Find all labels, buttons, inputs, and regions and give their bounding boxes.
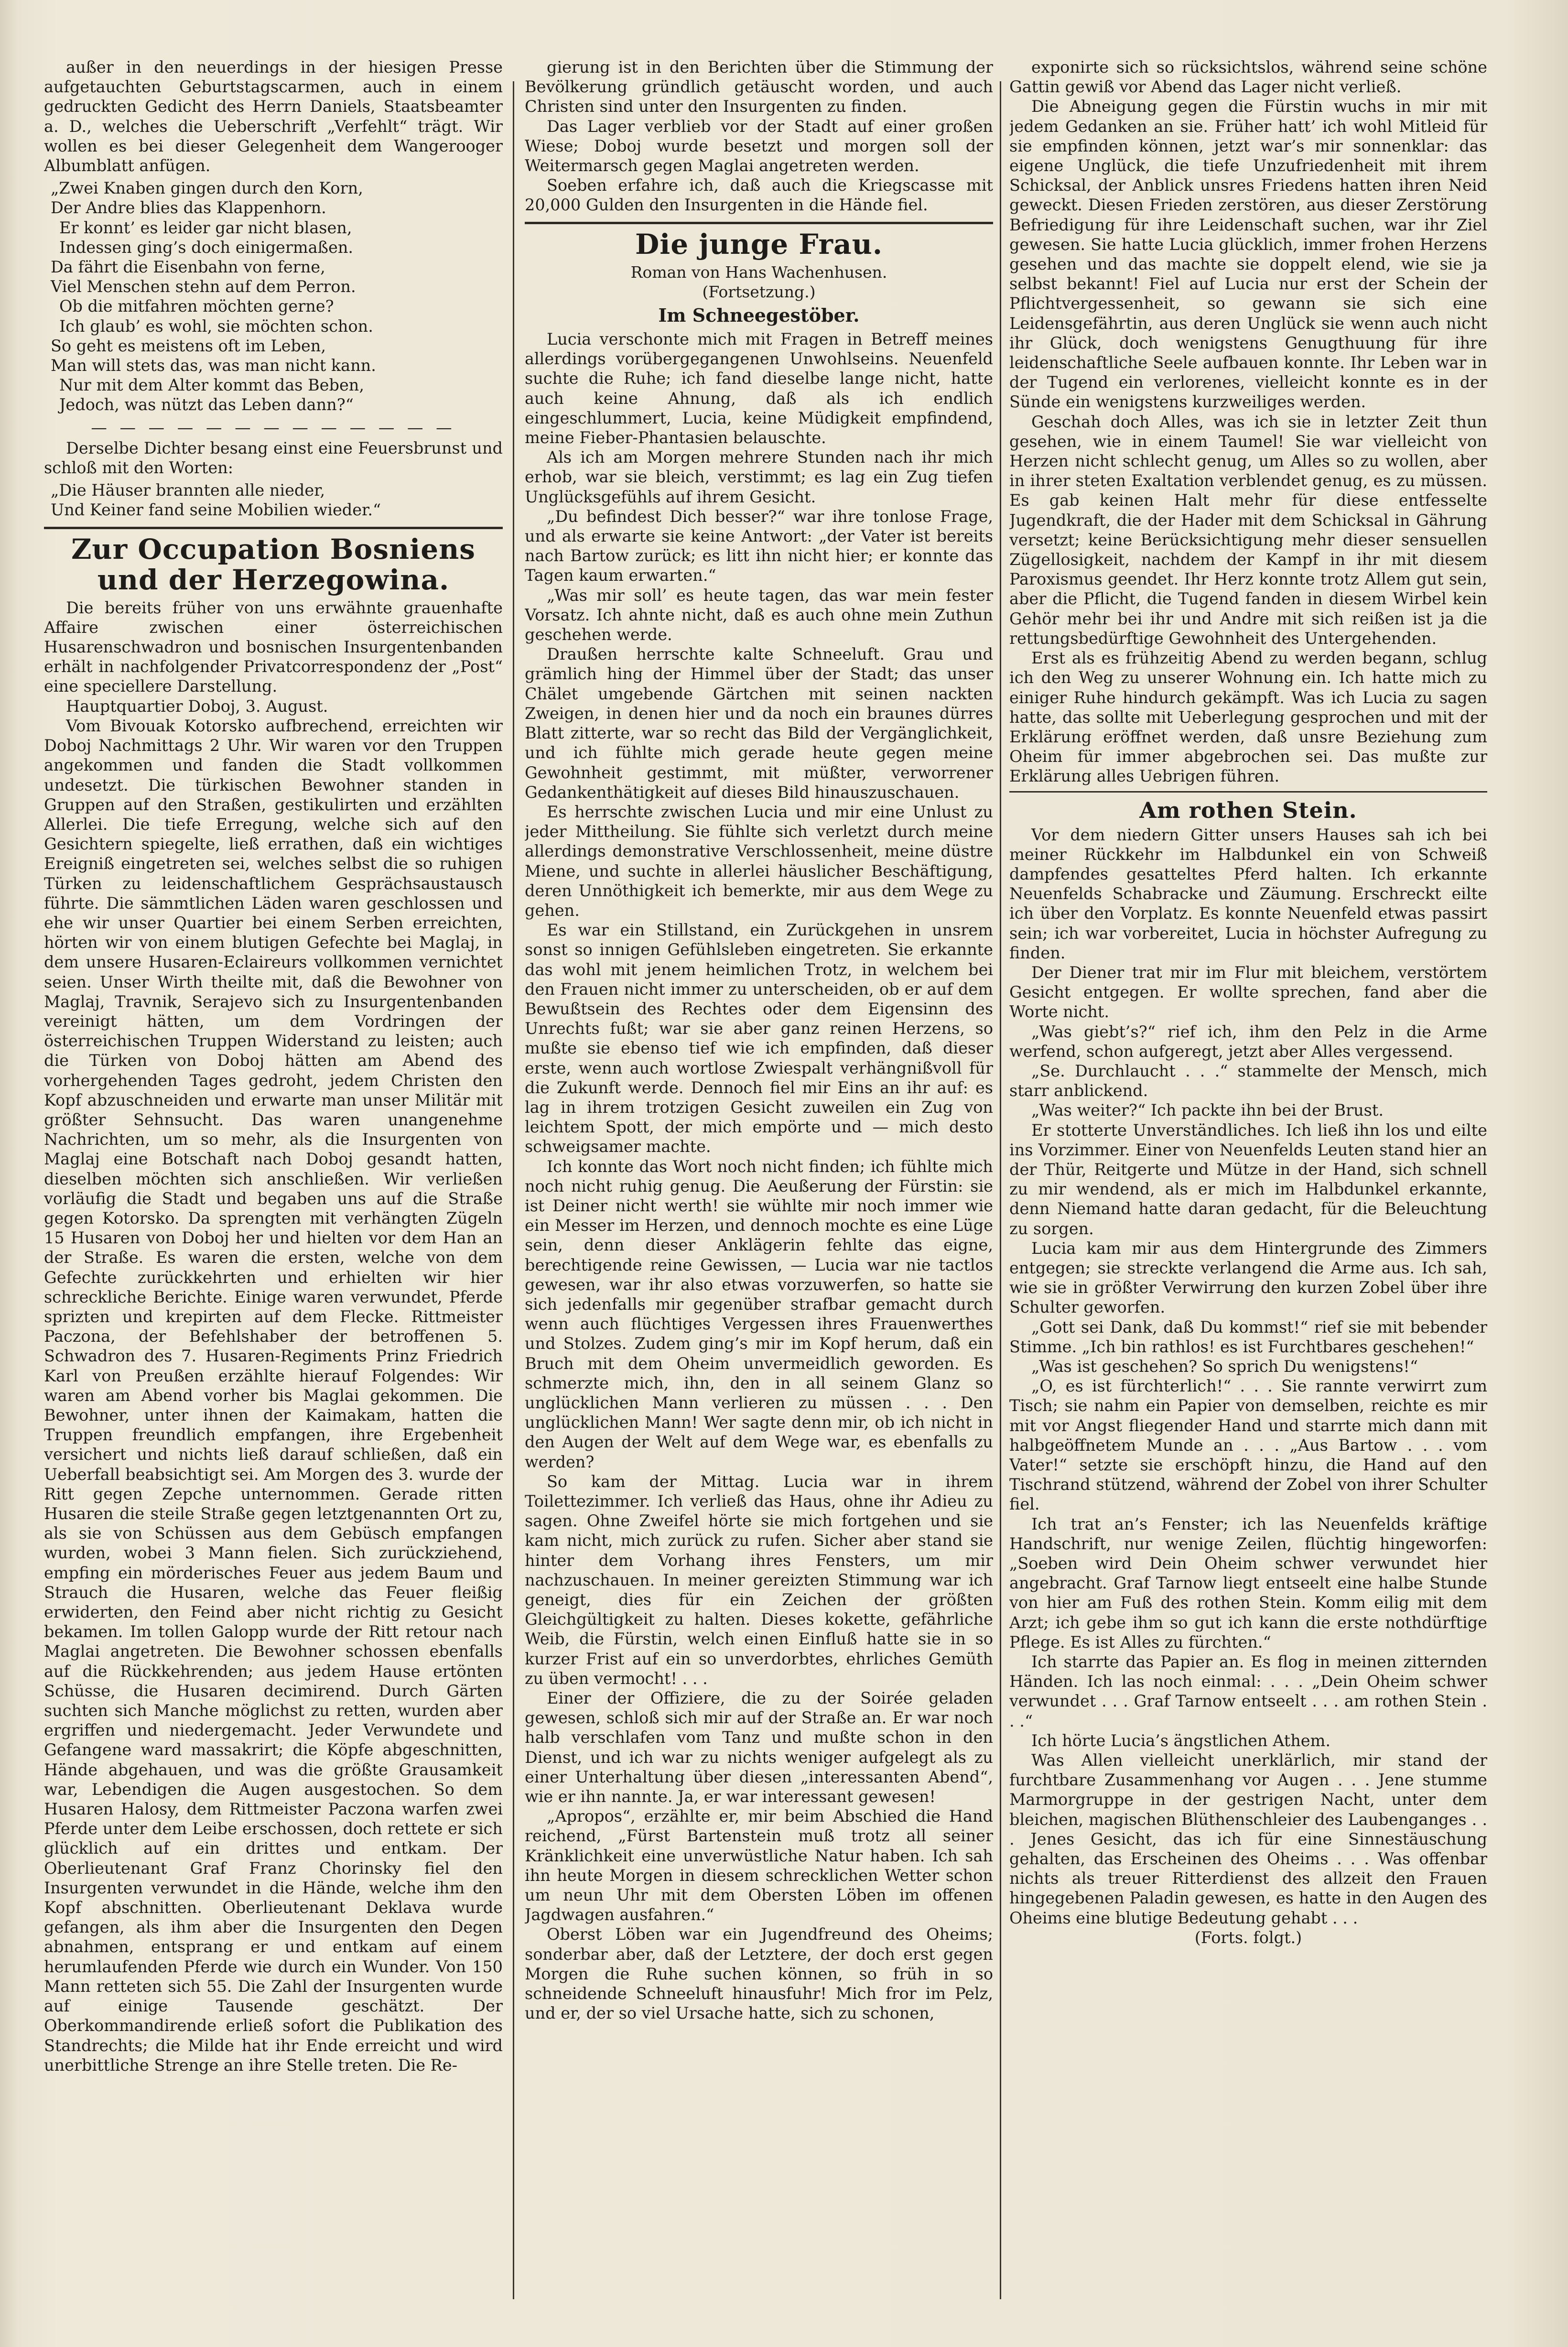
article-headline: Die junge Frau. — [635, 228, 883, 261]
dash-separator: — — — — — — — — — — — — — — [91, 418, 456, 437]
paragraph: Die Abneigung gegen die Fürstin wuchs in mir mit jedem Gedanken an sie. Früher hatt’ ich wohl Mitleid für sie empfinden können, jetzt war’s mir sonnenklar: das eigene Unglück, die tiefe Unzufriedenheit mit ihrem Schicksal, der Anblick unsres Friedens hatten ihren Neid geweckt. Diesen Frieden zerstören, aus dieser Zerstörung Befriedigung für ihre Leidenschaft suchen, war ihr Ziel gewesen. Sie hatte Lucia glücklich, immer frohen Herzens gesehen und das machte sie doppelt elend, wie sie ja selbst bekannt! Fiel auf Lucia nur erst der Schein der Pflichtvergessenheit, so gewann sie sich eine Leidensgefährtin, aus deren Unglück sie wenn auch nicht ihr Glück, doch wenigstens Genugthuung für ihre leidenschaftliche Seele aufbauen konnte. Ihr Leben war in der Tugend ein verlorenes, vielleicht konnte es in der Sünde ein wenigstens kurzweiliges werden. — [1009, 97, 1487, 412]
column-divider — [1000, 81, 1001, 2299]
poem-line: Und Keiner fand seine Mobilien wieder.“ — [51, 500, 381, 520]
paragraph: Das Lager verblieb vor der Stadt auf einer großen Wiese; Doboj wurde besetzt und morgen soll der Weitermarsch gegen Maglai angetreten werden. — [525, 117, 993, 175]
paragraph: Geschah doch Alles, was ich sie in letzter Zeit thun gesehen, wie in einem Taumel! Sie war vielleicht von Herzen nicht schlecht genug, um Alles so zu wollen, aber in ihrer steten Exaltation verblendet genug, es zu müssen. Es gab keinen Halt mehr für diese entfesselte Jugendkraft, die der Hader mit dem Schicksal in Gährung versetzt; keine Berücksichtigung mehr dieser sensuellen Zügellosigkeit, nachdem der Kampf in ihr mit diesem Paroxismus geendet. Ihr Herz konnte trotz Allem gut sein, aber die Pflicht, die Tugend fanden in diesem Wirbel kein Gehör mehr bei ihr und Andre mit sich reißen ist ja die rettungsbedürftige Gewohnheit des Untergehenden. — [1009, 412, 1487, 648]
column-right — [1009, 57, 1487, 2333]
article-headline: Zur Occupation Bosniens und der Herzegowina. — [71, 532, 476, 596]
paragraph: Derselbe Dichter besang einst eine Feuersbrunst und schloß mit den Worten: — [44, 438, 503, 478]
paragraph: Hauptquartier Doboj, 3. August. — [66, 696, 328, 716]
paragraph: Es war ein Stillstand, ein Zurückgehen in unsrem sonst so innigen Gefühlsleben eingetreten. Sie erkannte das wohl mit jenem heimlichen Trotz, in welchem bei den Frauen nicht immer zu unterscheiden, ob er auf dem Bewußtsein des Rechtes oder dem Eigensinn des Unrechts fußt; war sie aber ganz reinen Herzens, so mußte sie ebenso tief wie ich empfinden, daß dieser erste, wenn auch wortlose Zwiespalt verhängnißvoll für die Zukunft werde. Dennoch fiel mir Eins an ihr auf: es lag in ihrem trotzigen Gesicht zuweilen ein Zug von leichtem Spott, der mich empörte und — mich desto schweigsamer machte. — [525, 921, 993, 1156]
paragraph: Erst als es frühzeitig Abend zu werden begann, schlug ich den Weg zu unserer Wohnung ein. Ich hatte mich zu einiger Ruhe hindurch gekämpft. Was ich Lucia zu sagen hatte, das sollte mit Ueberlegung gesprochen und mit der Erklärung eröffnet werden, daß unsre Beziehung zum Oheim für immer abgebrochen sei. Das mußte zur Erklärung alles Uebrigen führen. — [1009, 649, 1487, 786]
paragraph: Oberst Löben war ein Jugendfreund des Oheims; sonderbar aber, daß der Letztere, der doch erst gegen Morgen die Ruhe suchen können, so früh in so schneidende Schneeluft hinausfuhr! Mich fror im Pelz, und er, der so viel Ursache hatte, sich zu schonen, — [525, 1925, 993, 2023]
section-rule — [44, 527, 503, 529]
paragraph: Der Diener trat mir im Flur mit bleichem, verstörtem Gesicht entgegen. Er wollte sprechen, fand aber die Worte nicht. — [1009, 963, 1487, 1021]
poem — [51, 480, 503, 520]
paragraph: „O, es ist fürchterlich!“ . . . Sie rannte verwirrt zum Tisch; sie nahm ein Papier von demselben, reichte es mir mit vor Angst fliegender Hand und starrte mich dann mit halbgeöffnetem Munde an . . . „Aus Bartow . . . vom Vater!“ setzte sie erschöpft hinzu, die Hand auf den Tischrand stützend, während der Zobel von ihrer Schulter fiel. — [1009, 1377, 1487, 1514]
poem-line: Da fährt die Eisenbahn von ferne, — [51, 258, 325, 277]
section-rule — [525, 222, 993, 224]
paragraph: „Was mir soll’ es heute tagen, das war mein fester Vorsatz. Ich ahnte nicht, daß es auch ohne mein Zuthun geschehen werde. — [525, 586, 993, 644]
paragraph: außer in den neuerdings in der hiesigen Presse aufgetauchten Geburtstagscarmen, auch in einem gedruckten Gedicht des Herrn Daniels, Staatsbeamter a. D., welches die Ueberschrift „Verfehlt“ trägt. Wir wollen es bei dieser Gelegenheit dem Wangerooger Albumblatt anfügen. — [44, 58, 503, 175]
story-headline: Am rothen Stein. — [1139, 797, 1357, 823]
paragraph: Soeben erfahre ich, daß auch die Kriegscasse mit 20,000 Gulden den Insurgenten in die Hände fiel. — [525, 176, 993, 215]
poem-line: Man will stets das, was man nicht kann. — [51, 356, 376, 375]
paragraph: Draußen herrschte kalte Schneeluft. Grau und grämlich hing der Himmel über der Stadt; das unser Chälet umgebende Gärtchen mit seinen nackten Zweigen, in denen hier und da noch ein braunes dürres Blatt zitterte, war so recht das Bild der Vergänglichkeit, und ich fühlte mich gerade heute gegen meine Gewohnheit gestimmt, mit müßter, verworrener Gedankenthätigkeit auf dieses Bild hinauszuschauen. — [525, 645, 993, 802]
paragraph: Lucia kam mir aus dem Hintergrunde des Zimmers entgegen; sie streckte verlangend die Arme aus. Ich sah, wie sie in größter Verwirrung den kurzen Zobel über ihre Schulter geworfen. — [1009, 1239, 1487, 1317]
paragraph: Ich hörte Lucia’s ängstlichen Athem. — [1031, 1731, 1331, 1750]
paragraph: gierung ist in den Berichten über die Stimmung der Bevölkerung gründlich getäuscht worden, und auch Christen sind unter den Insurgenten zu finden. — [525, 58, 993, 116]
paragraph: „Se. Durchlaucht . . .“ stammelte der Mensch, mich starr anblickend. — [1009, 1061, 1487, 1100]
poem — [51, 178, 503, 414]
paragraph: Ich trat an’s Fenster; ich las Neuenfelds kräftige Handschrift, nur wenige Zeilen, flüchtig hingeworfen: „Soeben wird Dein Oheim schwer verwundet hier angebracht. Graf Tarnow liegt entseelt eine halbe Stunde von hier am Fuß des rothen Stein. Komm eilig mit dem Arzt; ich gebe ihm so gut ich kann die erste nothdürftige Pflege. Es ist Alles zu fürchten.“ — [1009, 1514, 1487, 1652]
poem-line: Nur mit dem Alter kommt das Beben, — [59, 376, 364, 395]
poem-line: Er konnt’ es leider gar nicht blasen, — [59, 218, 352, 237]
paragraph: „Gott sei Dank, daß Du kommst!“ rief sie mit bebender Stimme. „Ich bin rathlos! es ist Furchtbares geschehen!“ — [1009, 1317, 1487, 1356]
paragraph: Einer der Offiziere, die zu der Soirée geladen gewesen, schloß sich mir auf der Straße an. Er war noch halb verschlafen vom Tanz und mußte schon in den Dienst, und ich war zu nichts weniger aufgelegt als zu einer Unterhaltung über diesen „interessanten Abend“, wie er ihn nannte. Ja, er war interessant gewesen! — [525, 1689, 993, 1806]
column-middle — [525, 57, 993, 2333]
paragraph: Ich starrte das Papier an. Es flog in meinen zitternden Händen. Ich las noch einmal: . . . „Dein Oheim schwer verwundet . . . Graf Tarnow entseelt . . . am rothen Stein . . .“ — [1009, 1652, 1487, 1730]
paragraph: „Was giebt’s?“ rief ich, ihm den Pelz in die Arme werfend, schon aufgeregt, jetzt aber Alles vergessend. — [1009, 1022, 1487, 1061]
paragraph: Es herrschte zwischen Lucia und mir eine Unlust zu jeder Mittheilung. Sie fühlte sich verletzt durch meine allerdings demonstrative Verschlossenheit, meine düstre Miene, und suchte in allerlei häuslicher Beschäftigung, deren Unnöthigkeit ich bemerkte, mir aus dem Wege zu gehen. — [525, 802, 993, 920]
poem-line: Ich glaub’ es wohl, sie möchten schon. — [59, 316, 373, 336]
paragraph: „Du befindest Dich besser?“ war ihre tonlose Frage, und als erwarte sie keine Antwort: „der Vater ist bereits nach Bartow zurück; es litt ihn nicht hier; er konnte das Tagen kaum erwarten.“ — [525, 507, 993, 585]
section-rule — [1009, 791, 1487, 793]
poem-line: So geht es meistens oft im Leben, — [51, 336, 326, 355]
continuation-note: (Forts. folgt.) — [1194, 1928, 1302, 1947]
paragraph: Vor dem niedern Gitter unsers Hauses sah ich bei meiner Rückkehr im Halbdunkel ein von Schweiß dampfendes gesatteltes Pferd halten. Ich erkannte Neuenfelds Schabracke und Zäumung. Erschreckt eilte ich über den Vorplatz. Es konnte Neuenfeld etwas passirt sein; ich war vorbereitet, Lucia in höchster Aufregung zu finden. — [1009, 825, 1487, 962]
byline: (Fortsetzung.) — [702, 282, 816, 301]
paragraph: „Was ist geschehen? So sprich Du wenigstens!“ — [1031, 1357, 1418, 1376]
chapter-title: Im Schneegestöber. — [658, 304, 860, 326]
paragraph: So kam der Mittag. Lucia war in ihrem Toilettezimmer. Ich verließ das Haus, ohne ihr Adieu zu sagen. Ohne Zweifel hörte sie mich fortgehen und sie kam nicht, mich zurück zu rufen. Sicher aber stand sie hinter dem Vorhang ihres Fensters, um mir nachzuschauen. In meiner gereizten Stimmung war ich geneigt, dies für ein Zeichen der größten Gleichgültigkeit zu halten. Dieses kokette, gefährliche Weib, die Fürstin, welch einen Einfluß hatte sie in so kurzer Frist auf ein so unverdorbtes, ehrliches Gemüth zu üben vermocht! . . . — [525, 1472, 993, 1688]
poem-line: „Zwei Knaben gingen durch den Korn, — [51, 179, 363, 198]
paragraph: Was Allen vielleicht unerklärlich, mir stand der furchtbare Zusammenhang vor Augen . . . Jene stumme Marmorgruppe in der gestrigen Nacht, unter dem bleichen, magischen Blüthenschleier des Laubenganges . . . Jenes Gesicht, das ich für eine Sinnestäuschung gehalten, das Erscheinen des Oheims . . . Was offenbar nichts als treuer Ritterdienst des allzeit den Frauen hingegebenen Paladin gewesen, es hatte in den Augen des Oheims eine blutige Bedeutung gehabt . . . — [1009, 1751, 1487, 1927]
poem-line: Viel Menschen stehn auf dem Perron. — [51, 277, 356, 296]
paragraph: Lucia verschonte mich mit Fragen in Betreff meines allerdings vorübergegangenen Unwohlseins. Neuenfeld suchte die Ruhe; ich fand dieselbe lange nicht, hatte auch keine Ahnung, daß als ich endlich eingeschlummert, Lucia, keine Müdigkeit empfindend, meine Fieber-Phantasien belauschte. — [525, 330, 993, 447]
poem-line: „Die Häuser brannten alle nieder, — [51, 481, 325, 500]
paragraph: Die bereits früher von uns erwähnte grauenhafte Affaire zwischen einer österreichischen Husarenschwadron und bosnischen Insurgentenbanden erhält in nachfolgender Privatcorrespondenz der „Post“ eine speciellere Darstellung. — [44, 598, 503, 696]
poem-line: Ob die mitfahren möchten gerne? — [59, 297, 334, 316]
paragraph: Vom Bivouak Kotorsko aufbrechend, erreichten wir Doboj Nachmittags 2 Uhr. Wir waren vor den Truppen angekommen und fanden die Stadt vollkommen undesetzt. Die türkischen Bewohner standen in Gruppen auf den Straßen, gestikulirten und erzählten Allerlei. Die tiefe Erregung, welche sich auf den Gesichtern spiegelte, ließ errathen, daß ein wichtiges Ereigniß eingetreten sei, welches selbst die so ruhigen Türken zu leidenschaftlichem Gesprächsaustausch führte. Die sämmtlichen Läden waren geschlossen und ehe wir unser Quartier bei einem Serben erreichten, hörten wir von einem blutigen Gefechte bei Maglaj, in dem unsere Husaren-Eclaireurs vollkommen vernichtet seien. Unser Wirth theilte mit, daß die Bewohner von Maglaj, Travnik, Serajevo sich zu Insurgentenbanden vereinigt hätten, um dem Vordringen der österreichischen Truppen Widerstand zu leisten; auch die Türken von Doboj hätten am Abend des vorhergehenden Tages gedroht, jedem Christen den Kopf abzuschneiden und erwarte man unser Militär mit größter Sehnsucht. Das waren unangenehme Nachrichten, um so mehr, als die Insurgenten von Maglaj eine Botschaft nach Doboj gesandt hatten, dieselben möchten sich anschließen. Wir verließen vorläufig die Stadt und begaben uns auf die Straße gegen Kotorsko. Da sprengten mit verhängten Zügeln 15 Husaren von Doboj her und hielten vor dem Han an der Straße. Es waren die ersten, welche von dem Gefechte zurückkehrten und erhielten wir hier schreckliche Berichte. Einige waren verwundet, Pferde sprizten und krepirten auf dem Flecke. Rittmeister Paczona, der Befehlshaber der betroffenen 5. Schwadron des 7. Husaren-Regiments Prinz Friedrich Karl von Preußen erzählte hierauf Folgendes: Wir waren am Abend vorher bis Maglai gekommen. Die Bewohner, unter ihnen der Kaimakam, hatten die Truppen freundlich empfangen, ihre Ergebenheit versichert und nichts ließ darauf schließen, daß ein Ueberfall beabsichtigt sei. Am Morgen des 3. wurde der Ritt gegen Zepche unternommen. Gerade ritten Husaren die steile Straße gegen letztgenannten Ort zu, als sie von Schüssen aus dem Gebüsch empfangen wurden, wobei 3 Mann fielen. Sich zurückziehend, empfing ein mörderisches Feuer aus jedem Baum und Strauch die Husaren, welche das Feuer fleißig erwiderten, den Feind aber nicht richtig zu Gesicht bekamen. Im tollen Galopp wurde der Ritt retour nach Maglai angetreten. Die Bewohner schossen ebenfalls auf die Rückkehrenden; aus jedem Hause ertönten Schüsse, die Husaren decimirend. Durch Gärten suchten sich Manche möglichst zu retten, wurden aber ergriffen und niedergemacht. Jeder Verwundete und Gefangene ward massakrirt; die Köpfe abgeschnitten, Hände abgehauen, und was die größte Grausamkeit war, Lebendigen die Augen ausgestochen. So dem Husaren Halosy, dem Rittmeister Paczona warfen zwei Pferde unter dem Leibe erschossen, doch rettete er sich glücklich auf ein drittes und entkam. Der Oberlieutenant Graf Franz Chorinsky fiel den Insurgenten verwundet in die Hände, welche ihm den Kopf abschnitten. Oberlieutenant Deklava wurde gefangen, als ihm aber die Insurgenten den Degen abnahmen, entsprang er und entkam auf einem herumlaufenden Pferde wie durch ein Wunder. Von 150 Mann retteten sich 55. Die Zahl der Insurgenten wurde auf einige Tausende geschätzt. Der Oberkommandirende erließ sofort die Publikation des Standrechts; die Milde hat ihr Ende erreicht und wird unerbittliche Strenge an ihre Stelle treten. Die Re- — [44, 716, 503, 2075]
paragraph: Ich konnte das Wort noch nicht finden; ich fühlte mich noch nicht ruhig genug. Die Aeußerung der Fürstin: sie ist Deiner nicht werth! sie wühlte mir noch immer wie ein Messer im Herzen, und dennoch mochte es eine Lüge sein, denn dieser Anklägerin fehlte das eigne, berechtigende reine Gewissen, — Lucia war nie tactlos gewesen, war ihr also etwas vorzuwerfen, so hatte sie sich jedenfalls mir gegenüber strafbar gemacht durch wenn auch flüchtiges Vergessen ihres Frauenwerthes und Stolzes. Zudem ging’s mir im Kopf herum, daß ein Bruch mit dem Oheim unvermeidlich geworden. Es schmerzte mich, ihn, den in all seinem Glanz so unglücklichen Mann verlieren zu müssen . . . Den unglücklichen Mann! Wer sagte denn mir, ob ich nicht in den Augen der Welt auf dem Wege war, es ebenfalls zu werden? — [525, 1157, 993, 1471]
paragraph: „Apropos“, erzählte er, mir beim Abschied die Hand reichend, „Fürst Bartenstein muß trotz all seiner Kränklichkeit eine unverwüstliche Natur haben. Ich sah ihn heute Morgen in diesem schrecklichen Wetter schon um neun Uhr mit dem Obersten Löben im offenen Jagdwagen ausfahren.“ — [525, 1807, 993, 1924]
poem-line: Jedoch, was nützt das Leben dann?“ — [59, 395, 354, 414]
paragraph: Als ich am Morgen mehrere Stunden nach ihr mich erhob, war sie bleich, verstimmt; es lag ein Zug tiefen Unglücksgefühls auf ihrem Gesicht. — [525, 448, 993, 506]
byline: Roman von Hans Wachenhusen. — [630, 262, 887, 282]
poem-line: Der Andre blies das Klappenhorn. — [51, 198, 326, 217]
paragraph: Er stotterte Unverständliches. Ich ließ ihn los und eilte ins Vorzimmer. Einer von Neuenfelds Leuten stand hier an der Thür, Reitgerte und Mütze in der Hand, sich schnell zu mir wendend, als er mich im Halbdunkel erkannte, denn Niemand hatte daran gedacht, für die Beleuchtung zu sorgen. — [1009, 1120, 1487, 1238]
paragraph: exponirte sich so rücksichtslos, während seine schöne Gattin gewiß vor Abend das Lager nicht verließ. — [1009, 58, 1487, 97]
column-divider — [513, 81, 514, 2299]
poem-line: Indessen ging’s doch einigermaßen. — [59, 238, 354, 257]
column-left — [44, 57, 503, 2333]
paragraph: „Was weiter?“ Ich packte ihn bei der Brust. — [1031, 1101, 1384, 1120]
